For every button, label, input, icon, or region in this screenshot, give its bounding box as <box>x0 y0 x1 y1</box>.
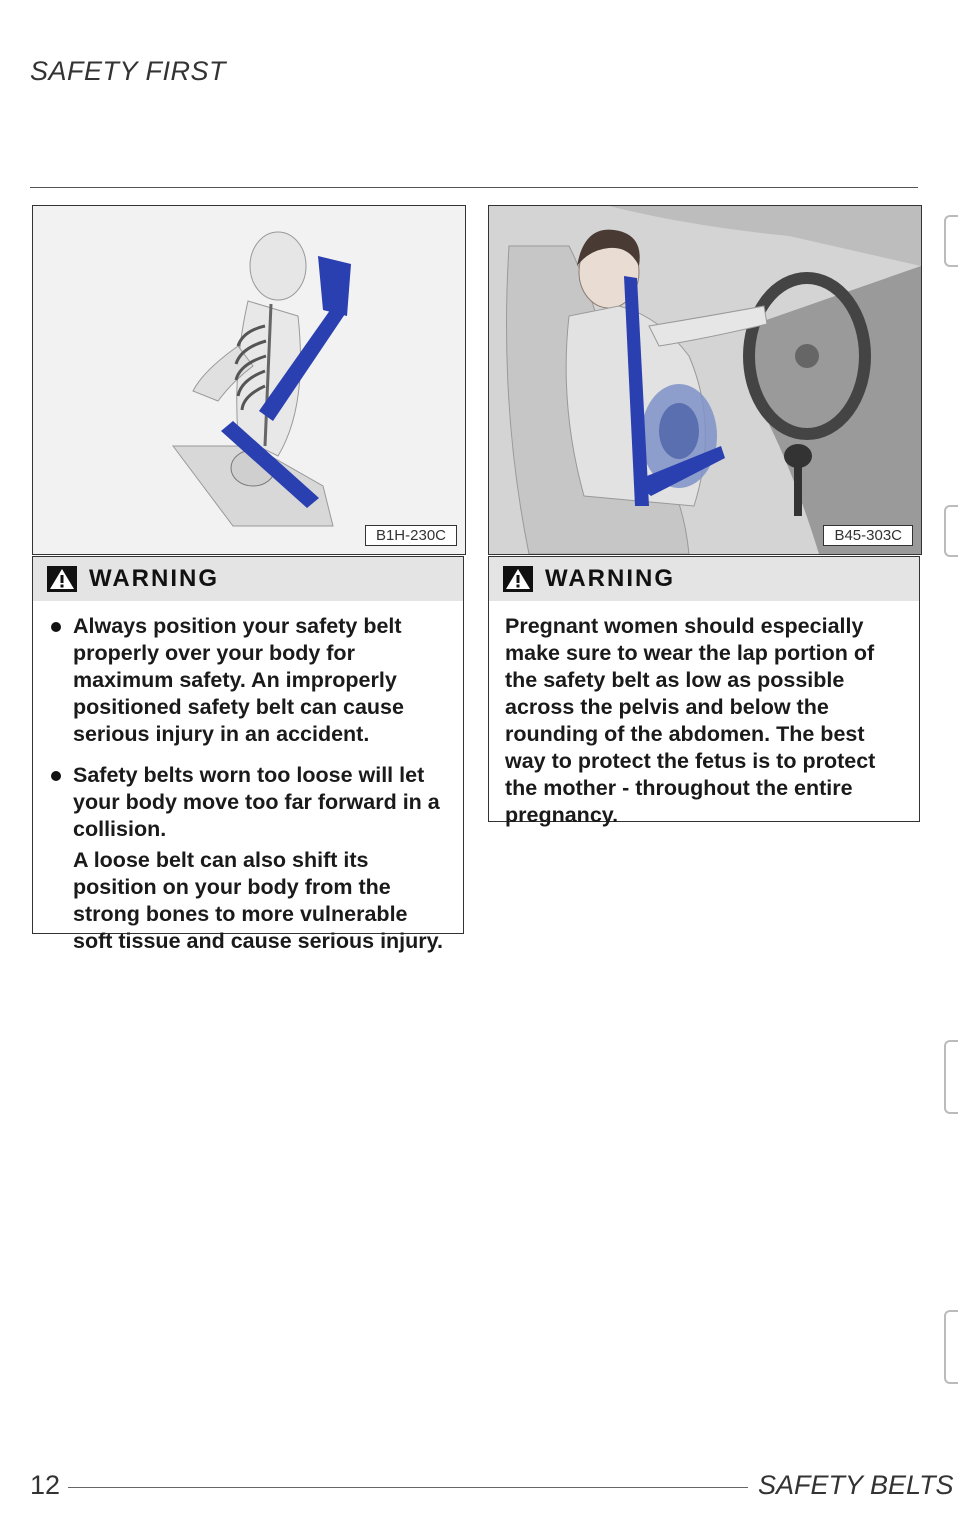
warning-triangle-icon <box>503 566 533 592</box>
warning-text: Pregnant women should especially make sure to wear the lap portion of the safety belt as low as possible across the pelvis and below the rounding of the abdomen. The best way to protect the fetus is to protect the mother - throughout the entire pregnancy. <box>505 614 876 827</box>
warning-box-pregnancy <box>488 556 920 827</box>
warning-label: WARNING <box>545 565 675 592</box>
bullet-dot <box>51 622 61 632</box>
warning-text: Always position your safety belt properly over your body for maximum safety. An improperly positioned safety belt can cause serious injury in an accident. <box>73 614 404 746</box>
page-number: 12 <box>30 1470 61 1500</box>
footer-section-title: SAFETY BELTS <box>758 1470 954 1500</box>
warning-box-belt-position <box>32 556 464 953</box>
bullet-dot <box>51 771 61 781</box>
edge-tab-mark <box>944 215 958 267</box>
warning-header <box>489 557 919 601</box>
warning-header <box>33 557 463 601</box>
warning-text-continued: A loose belt can also shift its position on your body from the strong bones to more vulnerable soft tissue and cause serious injury. <box>73 848 443 953</box>
figure-pregnant-driver <box>488 205 922 555</box>
warning-triangle-icon <box>47 566 77 592</box>
footer-divider <box>68 1487 748 1488</box>
edge-tab-mark <box>944 1310 958 1384</box>
page-header-title: SAFETY FIRST <box>30 56 227 86</box>
belt-skeleton-illustration <box>33 206 465 554</box>
edge-tab-mark <box>944 1040 958 1114</box>
warning-bullet <box>49 613 445 748</box>
pregnant-driver-illustration <box>489 206 921 554</box>
warning-text: Safety belts worn too loose will let your body move too far forward in a collision. <box>73 763 440 841</box>
figure-code-right: B45-303C <box>823 525 913 546</box>
warning-label: WARNING <box>89 565 219 592</box>
header-divider <box>30 187 918 188</box>
edge-tab-mark <box>944 505 958 557</box>
figure-belt-skeleton <box>32 205 466 555</box>
figure-code-left: B1H-230C <box>365 525 457 546</box>
warning-bullet <box>49 762 445 843</box>
